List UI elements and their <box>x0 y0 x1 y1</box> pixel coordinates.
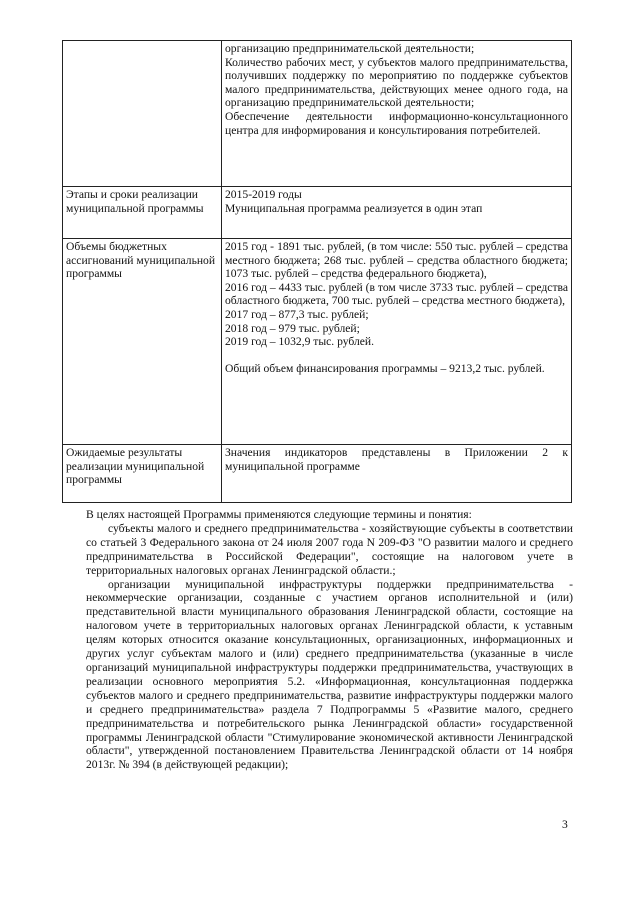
definition-paragraph: организации муниципальной инфраструктуры поддержки предпринимательства - некоммерческие организации, созданные с участием органов исполнительной и (или) представительной власти муниципального образования Ленинградской области, состоящие на налоговом учете в территориальных налоговых органах Ленинградской области, к уставным целям которых относится оказание консультационных, организационных, информационных и других услуг субъектам малого и (или) среднего предпринимательства (указанные в числе организаций муниципальной инфраструктуры поддержки предпринимательства, участвующих в реализации основного мероприятия 5.2. «Информационная, консультационная поддержка субъектов малого и среднего предпринимательства, развитие инфраструктуры поддержки малого и среднего предпринимательства» раздела 7 Подпрограммы 5 «Развитие малого, среднего предпринимательства и потребительского рынка Ленинградской области» государственной программы Ленинградской области "Стимулирование экономической активности Ленинградской области", утвержденной постановлением Правительства Ленинградской области от 14 ноября 2013г. № 394 (в действующей редакции); <box>86 577 573 772</box>
definition-paragraph: субъекты малого и среднего предпринимательства - хозяйствующие субъекты в соответствии со статьей 3 Федерального закона от 24 июля 2007 года N 209-ФЗ "О развитии малого и среднего предпринимательства в Российской Федерации", состоящие на налоговом учете в территориальных налоговых органах Ленинградской области.; <box>86 521 573 577</box>
table-row <box>63 187 572 239</box>
row-label <box>63 41 222 187</box>
row-content <box>222 187 572 239</box>
content-line: Обеспечение деятельности информационно-консультационного центра для информирования и консультирования потребителей. <box>225 109 568 137</box>
row-content <box>222 445 572 503</box>
content-line: Значения индикаторов представлены в Приложении 2 к муниципальной программе <box>225 446 568 473</box>
program-passport-table <box>62 40 572 503</box>
content-line: 2018 год – 979 тыс. рублей; <box>225 321 360 335</box>
intro-paragraph: В целях настоящей Программы применяются следующие термины и понятия: <box>86 508 472 521</box>
content-line: 2015 год - 1891 тыс. рублей, (в том числе: 550 тыс. рублей – средства местного бюджета; 268 тыс. рублей – средства областного бюджета; 1073 тыс. рублей – средства федерального бюджета), <box>225 240 568 281</box>
page-number: 3 <box>562 818 568 831</box>
table-row <box>63 445 572 503</box>
content-line: организацию предпринимательской деятельности; <box>225 42 475 55</box>
content-line: 2015-2019 годы <box>225 188 302 201</box>
funding-total: Общий объем финансирования программы – 9213,2 тыс. рублей. <box>225 361 545 375</box>
body-text <box>86 508 573 772</box>
row-content <box>222 41 572 187</box>
content-line: Муниципальная программа реализуется в один этап <box>225 201 483 215</box>
table-row <box>63 239 572 445</box>
content-line: Количество рабочих мест, у субъектов малого предпринимательства, получивших поддержку по мероприятию по поддержке субъектов малого предпринимательства, действующих менее одного года, на организацию предпринимательской деятельности; <box>225 55 568 110</box>
content-line: 2016 год – 4433 тыс. рублей (в том числе 3733 тыс. рублей – средства областного бюджета, 700 тыс. рублей – средства местного бюджета), <box>225 280 568 308</box>
content-line: 2017 год – 877,3 тыс. рублей; <box>225 307 369 321</box>
row-content <box>222 239 572 445</box>
table-row <box>63 41 572 187</box>
row-label: Ожидаемые результаты реализации муниципальной программы <box>63 445 222 503</box>
row-label: Объемы бюджетных ассигнований муниципальной программы <box>63 239 222 445</box>
row-label: Этапы и сроки реализации муниципальной программы <box>63 187 222 239</box>
content-line: 2019 год – 1032,9 тыс. рублей. <box>225 335 375 349</box>
